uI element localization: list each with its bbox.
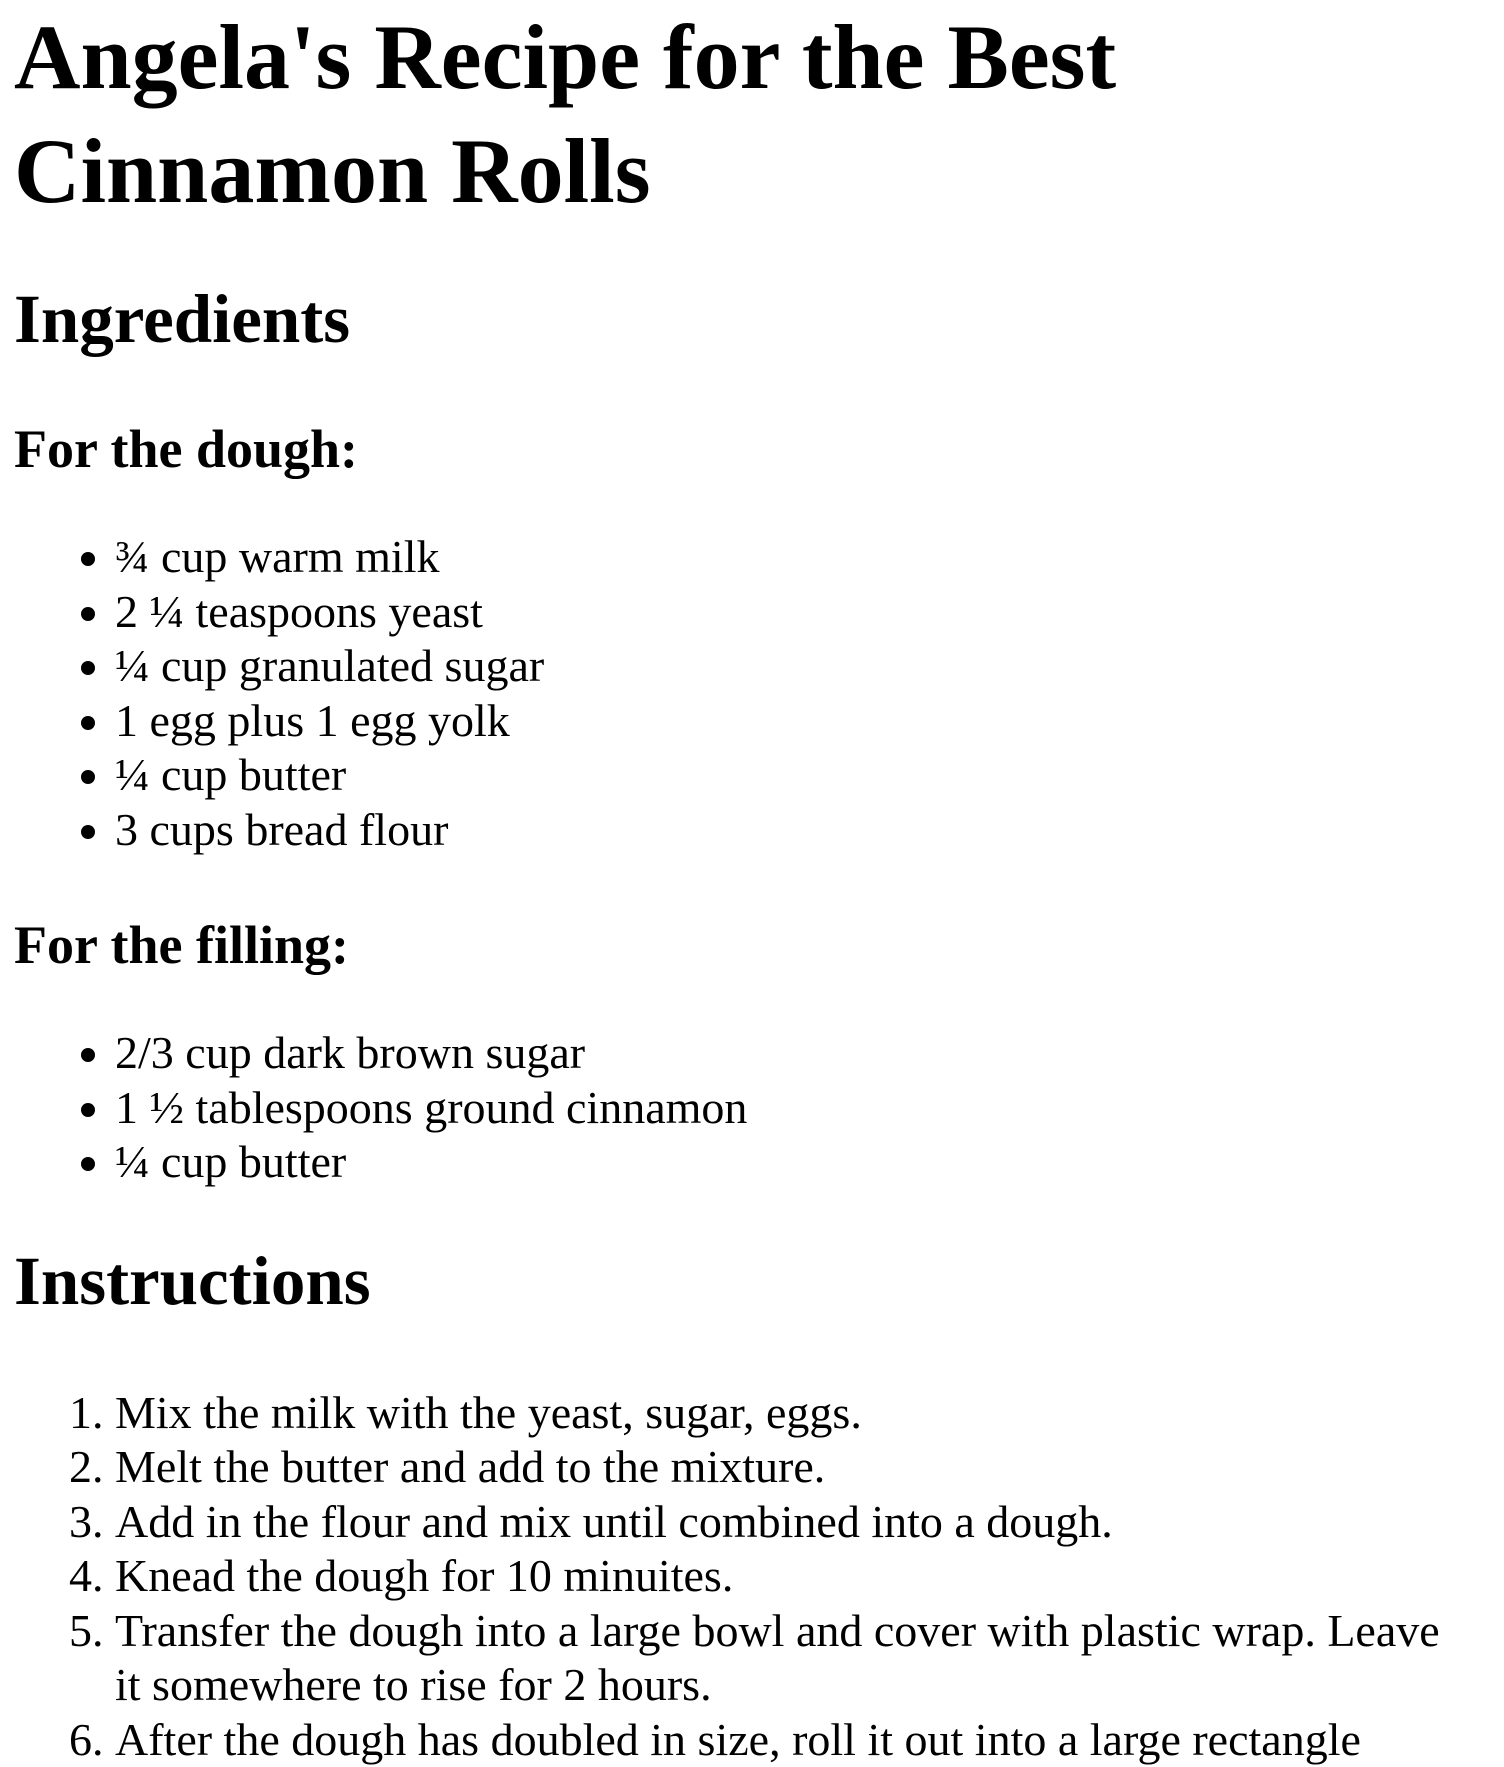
- dough-ingredients-list: [14, 530, 1468, 857]
- ingredients-heading: Ingredients: [14, 278, 1468, 361]
- instruction-step: 6. After the dough has doubled in size, roll it out into a large rectangle: [115, 1713, 1468, 1767]
- ingredient-item: • 3 cups bread flour: [115, 803, 1468, 858]
- ingredient-item: • 1 egg plus 1 egg yolk: [115, 694, 1468, 749]
- ingredient-item: • 2 ¼ teaspoons yeast: [115, 585, 1468, 640]
- instruction-step: 3. Add in the flour and mix until combined into a dough.: [115, 1495, 1468, 1550]
- dough-heading: For the dough:: [14, 417, 1468, 481]
- instructions-list: [14, 1386, 1468, 1767]
- page-title: Angela's Recipe for the Best Cinnamon Rolls: [14, 0, 1468, 228]
- ingredient-item: • ¼ cup butter: [115, 1135, 1468, 1190]
- filling-ingredients-list: [14, 1026, 1468, 1190]
- ingredient-item: • 2/3 cup dark brown sugar: [115, 1026, 1468, 1081]
- instruction-step: 2. Melt the butter and add to the mixture.: [115, 1440, 1468, 1495]
- ingredient-item: • ¾ cup warm milk: [115, 530, 1468, 585]
- instruction-step: 1. Mix the milk with the yeast, sugar, eggs.: [115, 1386, 1468, 1441]
- ingredient-item: • ¼ cup granulated sugar: [115, 639, 1468, 694]
- filling-heading: For the filling:: [14, 913, 1468, 977]
- instruction-step: 4. Knead the dough for 10 minuites.: [115, 1549, 1468, 1604]
- ingredient-item: • 1 ½ tablespoons ground cinnamon: [115, 1081, 1468, 1136]
- instructions-heading: Instructions: [14, 1240, 1468, 1323]
- instruction-step: 5. Transfer the dough into a large bowl and cover with plastic wrap. Leave it somewhere to rise for 2 hours.: [115, 1604, 1468, 1713]
- ingredient-item: • ¼ cup butter: [115, 748, 1468, 803]
